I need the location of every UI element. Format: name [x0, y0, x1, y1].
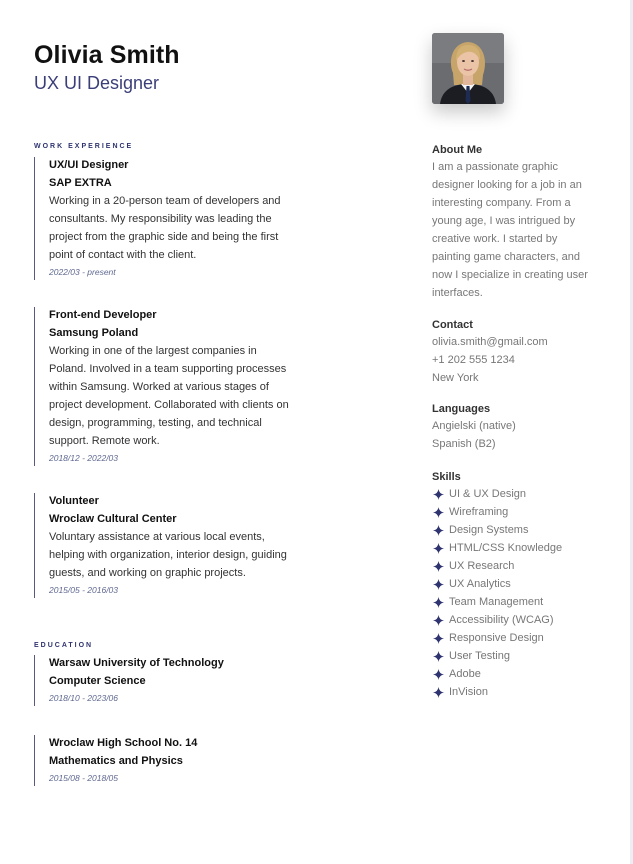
skill-label: HTML/CSS Knowledge [449, 542, 563, 554]
work-entry-samsung [34, 307, 294, 466]
sparkle-icon [433, 543, 444, 554]
job-title: UX/UI Designer [49, 159, 129, 171]
candidate-name: Olivia Smith [34, 41, 180, 69]
language-item: Spanish (B2) [432, 438, 496, 450]
education-dates: 2018/10 - 2023/06 [49, 693, 119, 703]
skill-item [432, 521, 602, 539]
school-name: Warsaw University of Technology [49, 657, 224, 669]
job-description: Working in a 20-person team of developers and consultants. My responsibility was leading the project from the graphic side and being the first point of contact with the client. [49, 195, 281, 261]
candidate-title: UX UI Designer [34, 73, 160, 93]
about-heading: About Me [432, 144, 483, 156]
skill-label: Team Management [449, 596, 544, 608]
skill-label: Accessibility (WCAG) [449, 614, 554, 626]
work-experience-heading: WORK EXPERIENCE [34, 143, 134, 150]
sparkle-icon [433, 687, 444, 698]
field-of-study: Mathematics and Physics [49, 755, 183, 767]
skill-label: Responsive Design [449, 632, 544, 644]
skills-section [432, 469, 602, 701]
education-dates: 2015/08 - 2018/05 [49, 773, 119, 783]
contact-section [432, 317, 602, 387]
language-item: Angielski (native) [432, 420, 516, 432]
languages-section [432, 401, 602, 453]
skill-label: Design Systems [449, 524, 529, 536]
sparkle-icon [433, 633, 444, 644]
skill-item [432, 629, 602, 647]
job-dates: 2022/03 - present [49, 267, 116, 277]
job-dates: 2015/05 - 2016/03 [49, 585, 119, 595]
languages-heading: Languages [432, 403, 491, 415]
skill-label: InVision [449, 686, 488, 698]
work-entry-volunteer [34, 493, 294, 598]
contact-email: olivia.smith@gmail.com [432, 336, 548, 348]
company-name: Wroclaw Cultural Center [49, 513, 177, 525]
sparkle-icon [433, 561, 444, 572]
contact-location: New York [432, 372, 479, 384]
sparkle-icon [433, 489, 444, 500]
contact-heading: Contact [432, 319, 473, 331]
skills-heading: Skills [432, 471, 461, 483]
skill-label: UX Analytics [449, 578, 511, 590]
education-entry-university [34, 655, 294, 706]
sparkle-icon [433, 507, 444, 518]
job-title: Volunteer [49, 495, 99, 507]
about-section [432, 142, 602, 302]
skill-label: UI & UX Design [449, 488, 527, 500]
skill-item [432, 539, 602, 557]
skill-item [432, 593, 602, 611]
job-description: Voluntary assistance at various local events, helping with organization, interior design, guiding guests, and working on graphic projects. [49, 531, 287, 579]
field-of-study: Computer Science [49, 675, 146, 687]
skills-list [432, 485, 602, 701]
skill-item [432, 557, 602, 575]
contact-phone: +1 202 555 1234 [432, 354, 515, 366]
job-dates: 2018/12 - 2022/03 [49, 453, 119, 463]
skill-item [432, 647, 602, 665]
job-title: Front-end Developer [49, 309, 157, 321]
sparkle-icon [433, 669, 444, 680]
sparkle-icon [433, 615, 444, 626]
school-name: Wroclaw High School No. 14 [49, 737, 198, 749]
profile-photo [432, 33, 504, 104]
skill-item [432, 683, 602, 701]
company-name: SAP EXTRA [49, 177, 112, 189]
sparkle-icon [433, 597, 444, 608]
skill-label: Wireframing [449, 506, 509, 518]
skill-item [432, 485, 602, 503]
skill-item [432, 503, 602, 521]
company-name: Samsung Poland [49, 327, 139, 339]
skill-item [432, 611, 602, 629]
education-heading: EDUCATION [34, 642, 94, 649]
skill-label: User Testing [449, 650, 510, 662]
work-entry-sap [34, 157, 294, 280]
skill-label: UX Research [449, 560, 515, 572]
skill-label: Adobe [449, 668, 481, 680]
sparkle-icon [433, 525, 444, 536]
job-description: Working in one of the largest companies in Poland. Involved in a team supporting processes within Samsung. Worked at various stages of project development. Collaborated with clients on design, programming, testing, and technical support. Remote work. [49, 345, 289, 447]
sparkle-icon [433, 651, 444, 662]
skill-item [432, 665, 602, 683]
about-text: I am a passionate graphic designer looking for a job in an interesting company. From a young age, I was intrigued by creative work. I started by painting game characters, and now I specialize in creating user interfaces. [432, 161, 588, 299]
skill-item [432, 575, 602, 593]
sparkle-icon [433, 579, 444, 590]
education-entry-highschool [34, 735, 294, 786]
